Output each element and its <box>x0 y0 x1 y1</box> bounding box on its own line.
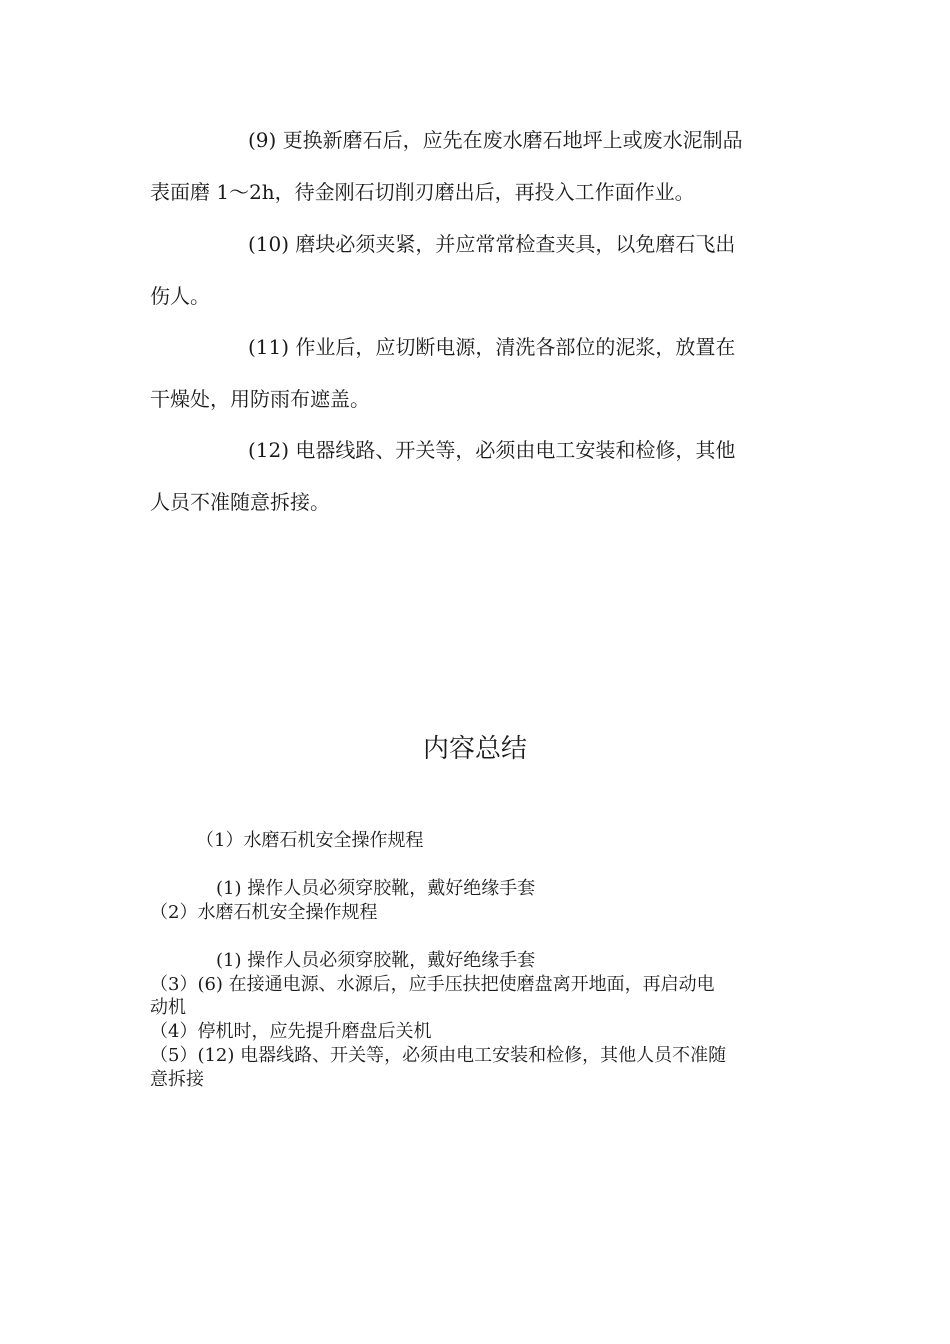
summary-item-4: （4）停机时，应先提升磨盘后关机 <box>150 1021 432 1042</box>
summary-item-5-line1: （5）(12) 电器线路、开关等，必须由电工安装和检修，其他人员不准随 <box>150 1045 727 1066</box>
paragraph-line: (12) 电器线路、开关等，必须由电工安装和检修，其他 <box>248 438 736 462</box>
summary-item-1-sub: (1) 操作人员必须穿胶靴，戴好绝缘手套 <box>216 878 536 899</box>
paragraph-line: 表面磨 1～2h，待金刚石切削刃磨出后，再投入工作面作业。 <box>150 180 695 204</box>
summary-item-5-line2: 意拆接 <box>150 1069 204 1090</box>
paragraph-line: (11) 作业后，应切断电源，清洗各部位的泥浆，放置在 <box>248 335 736 359</box>
summary-item-2-sub: (1) 操作人员必须穿胶靴，戴好绝缘手套 <box>216 950 536 971</box>
paragraph-line: 人员不准随意拆接。 <box>150 490 330 514</box>
paragraph-line: 伤人。 <box>150 284 210 308</box>
summary-item-1: （1）水磨石机安全操作规程 <box>196 830 424 851</box>
summary-item-3-line1: （3）(6) 在接通电源、水源后，应手压扶把使磨盘离开地面，再启动电 <box>150 974 715 995</box>
summary-item-2: （2）水磨石机安全操作规程 <box>150 902 378 923</box>
paragraph-line: 干燥处，用防雨布遮盖。 <box>150 387 370 411</box>
paragraph-line: (10) 磨块必须夹紧，并应常常检查夹具，以免磨石飞出 <box>248 232 736 256</box>
summary-item-3-line2: 动机 <box>150 997 186 1018</box>
paragraph-line: (9) 更换新磨石后，应先在废水磨石地坪上或废水泥制品 <box>248 128 743 152</box>
summary-title: 内容总结 <box>422 734 527 764</box>
